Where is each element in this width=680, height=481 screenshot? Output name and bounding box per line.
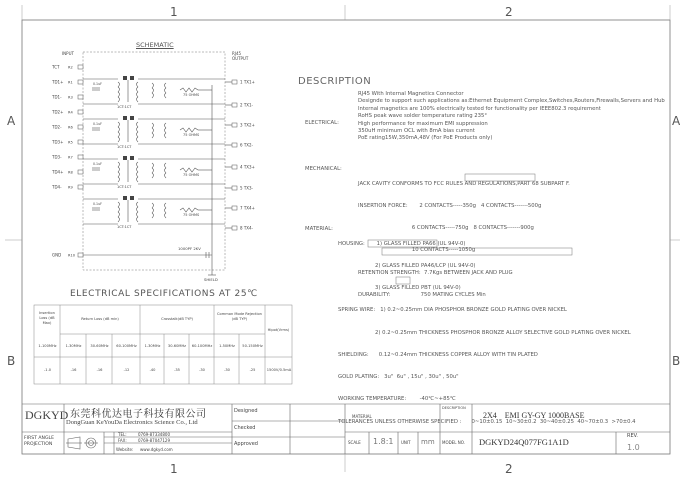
zone-right-b: B	[672, 354, 680, 368]
header-insertion-loss: Insertion Loss (dB Max)	[39, 311, 55, 325]
zone-left-b: B	[7, 354, 16, 368]
approved-label: Approved	[234, 441, 258, 447]
shield-label: SHIELD	[204, 277, 218, 282]
input-pin-label: TD3+	[52, 139, 64, 145]
zone-right-a: A	[672, 114, 680, 128]
part-description: 2X4 EMI GY-GY 1000BASE	[483, 411, 585, 420]
input-pin-label: TD1-	[52, 94, 62, 100]
spec-value: -12	[123, 368, 130, 372]
material-line: SHIELDING: 0.12~0.24mm THICKNESS COPPER ALLOY WITH TIN PLATED	[338, 351, 538, 358]
output-pin-label: 2 TX1-	[240, 102, 253, 108]
electrical-label: ELECTRICAL:	[305, 120, 339, 126]
spec-value: -30	[224, 368, 230, 372]
zone-top-1: 1	[170, 5, 178, 19]
header-return-loss: Return Loss (dB min)	[81, 317, 119, 321]
input-pin-number: R6	[68, 125, 73, 130]
description-title: DESCRIPTION	[298, 76, 372, 87]
projection-label: FIRST ANGLE PROJECTION	[24, 436, 54, 447]
description-field-label: DESCRIPTION	[442, 406, 466, 410]
resistor-label: 75 OHMS	[183, 173, 200, 177]
input-pin-number: R8	[68, 170, 73, 175]
output-label: RJ45 OUTPUT	[232, 51, 249, 61]
mechanical-label: MECHANICAL:	[305, 166, 342, 172]
output-pin-label: 8 TX4-	[240, 225, 253, 231]
model-label: MODEL NO.	[442, 440, 465, 445]
scale-value: 1.8:1	[373, 437, 394, 446]
schematic-title: SCHEMATIC	[136, 41, 174, 49]
input-pin-label: TD4+	[52, 169, 64, 175]
output-pin-label: 4 TX3+	[240, 164, 255, 170]
input-pin-number: R10	[68, 253, 76, 258]
electrical-line: PoE rating15W,350mA,48V (For PoE Products only)	[358, 135, 493, 142]
projection-symbol-icon	[66, 436, 100, 450]
input-pin-label: TD2-	[52, 124, 62, 130]
header-crosstalk: Crosstalk(dB TYP)	[161, 317, 193, 321]
input-pin-label: TD4-	[52, 184, 62, 190]
mechanical-line: INSERTION FORCE: 2 CONTACTS-----350g 4 CONTACTS-------500g	[358, 203, 542, 210]
output-pin-label: 5 TX3-	[240, 185, 253, 191]
input-pin-label: TD3-	[52, 154, 62, 160]
transformer-label: 1CT:1CT	[117, 145, 132, 149]
checked-label: Checked	[234, 425, 256, 431]
zone-left-a: A	[7, 114, 16, 128]
website-value: www.dgkyd.com	[140, 447, 173, 452]
unit-value: mm	[421, 438, 435, 446]
material-field-label: MATERIAL	[352, 414, 372, 419]
mechanical-line: JACK CAVITY CONFORMS TO FCC RULES AND REGULATIONS,PART 68 SUBPART F.	[358, 180, 570, 187]
mechanical-line: RETENTION STRENGTH: 7.7Kgs BETWEEN JACK AND PLUG	[358, 269, 513, 276]
material-line: HOUSING: 1) GLASS FILLED PA66 (UL 94V-0)	[338, 240, 466, 247]
sub-header: 60-100MHz	[116, 344, 137, 348]
mechanical-line: DURABILITY: 750 MATING CYCLES Min	[358, 291, 486, 298]
transformer-label: 1CT:1CT	[117, 225, 132, 229]
transformer-label: 1CT:1CT	[117, 105, 132, 109]
description-line: Designde to support such applications as:Ethernet Equipment Complex,Switches,Routers,Firewalls,Servers and Hub	[358, 98, 665, 105]
sub-header: 1-50MHz	[219, 344, 235, 348]
description-line: Internal magnetics are 100% electrically tested for functionality per IEEE802.3 requirement	[358, 105, 601, 112]
resistor-label: 75 OHMS	[183, 93, 200, 97]
sub-header: 1-30MHz	[144, 344, 161, 348]
zone-bottom-2: 2	[505, 462, 513, 476]
zone-top-2: 2	[505, 5, 513, 19]
designed-label: Designed	[234, 408, 258, 414]
input-pin-label: GND	[52, 252, 62, 258]
resistor-label: 75 OHMS	[183, 213, 200, 217]
mechanical-line: 6 CONTACTS-----750g 8 CONTACTS-------900g	[358, 225, 534, 232]
spec-value: -30	[199, 368, 205, 372]
material-line: 3) GLASS FILLED PBT (UL 94V-0)	[338, 285, 461, 292]
model-number: DGKYD24Q077FG1A1D	[479, 437, 569, 447]
spec-value: -16	[96, 368, 103, 372]
material-line: WORKING TEMPERATURE: -40℃~+85℃	[338, 396, 456, 403]
electrical-line: 350uH minimum OCL with 8mA bias current	[358, 128, 475, 135]
description-line: RJ45 With Internal Magnetics Connector	[358, 91, 464, 97]
sub-header: 30-60MHz	[167, 344, 187, 348]
spec-value: -25	[249, 368, 256, 372]
output-pin-label: 1 TX1+	[240, 79, 255, 85]
header-cmr: Common Mode Rejection (dB TYP)	[217, 312, 262, 321]
electrical-line: RoHS peak wave solder temperature rating 235°	[358, 113, 488, 120]
transformer-label: 1CT:1CT	[117, 185, 132, 189]
electrical-line: High performance for maximum EMI suppression	[358, 120, 488, 127]
sub-header: 1-30MHz	[65, 344, 82, 348]
spec-value: -40	[149, 368, 156, 372]
input-pin-label: TCT	[52, 64, 60, 70]
rev-label: REV.	[627, 433, 638, 439]
spec-value: -1.0	[43, 368, 51, 372]
sub-header: 1-100MHz	[38, 344, 57, 348]
input-pin-label: TD1+	[52, 79, 64, 85]
input-pin-number: R3	[68, 95, 73, 100]
input-pin-number: R4	[68, 110, 73, 115]
resistor-label: 75 OHMS	[183, 133, 200, 137]
input-pin-number: R7	[68, 155, 73, 160]
website-label: Website:	[116, 447, 134, 452]
bottom-capacitor-label: 1000PF 2KV	[178, 246, 201, 251]
capacitor-label: 0.1uF	[93, 202, 102, 206]
tel-value: 0769-87334800	[138, 432, 170, 437]
input-pin-number: R1	[68, 80, 73, 85]
output-pin-label: 7 TX4+	[240, 205, 255, 211]
rev-value: 1.0	[627, 443, 640, 452]
capacitor-label: 0.1uF	[93, 122, 102, 126]
unit-label: UNIT	[401, 440, 411, 445]
tel-label: TEL:	[118, 432, 127, 437]
fax-label: FAX:	[118, 438, 127, 443]
company-name-cn: 东莞科优达电子科技有限公司	[70, 409, 207, 420]
material-line: TOLERANCES UNLESS OTHERWISE SPECIFIED : 0~10±0.15 10~30±0.2 30~40±0.25 40~70±0.3 >70±0.4	[338, 418, 636, 425]
output-pin-label: 6 TX2-	[240, 142, 253, 148]
scale-label: SCALE	[348, 440, 361, 445]
elec-spec-title: ELECTRICAL SPECIFICATIONS AT 25℃	[70, 289, 258, 299]
capacitor-label: 0.1uF	[93, 162, 102, 166]
spec-value: -35	[174, 368, 180, 372]
input-pin-number: R9	[68, 185, 73, 190]
material-line: GOLD PLATING: 3u" 6u" , 15u" , 30u" , 50u"	[338, 374, 459, 381]
sub-header: 60-100MHz	[191, 344, 213, 348]
input-pin-number: R2	[68, 65, 73, 70]
material-line: 2) GLASS FILLED PA46/LCP (UL 94V-0)	[338, 263, 476, 270]
material-line: 2) 0.2~0.25mm THICKNESS PHOSPHOR BRONZE ALLOY SELECTIVE GOLD PLATING OVER NICKEL	[338, 329, 631, 336]
zone-bottom-1: 1	[170, 462, 178, 476]
material-label: MATERIAL:	[305, 226, 333, 232]
spec-value: 1500V/0.5mA	[266, 368, 292, 372]
output-pin-label: 3 TX2+	[240, 122, 255, 128]
fax-value: 0769-87047129	[138, 438, 170, 443]
input-pin-label: TD2+	[52, 109, 64, 115]
header-hipot: Hipot(Vrms)	[267, 328, 290, 332]
capacitor-label: 0.1uF	[93, 82, 102, 86]
company-logo: DGKYD	[25, 408, 69, 422]
spec-value: -16	[70, 368, 77, 372]
mechanical-line: 10 CONTACTS-----1050g	[358, 247, 476, 254]
sub-header: 30-60MHz	[90, 344, 109, 348]
sub-header: 50-150MHz	[242, 344, 263, 348]
input-pin-number: R5	[68, 140, 73, 145]
input-label: INPUT	[62, 51, 74, 56]
company-name-en: DongGuan KeYouDa Electronics Science Co., Ltd	[66, 419, 198, 426]
material-line: SPRING WIRE: 1) 0.2~0.25mm DIA PHOSPHOR BRONZE GOLD PLATING OVER NICKEL	[338, 307, 567, 314]
